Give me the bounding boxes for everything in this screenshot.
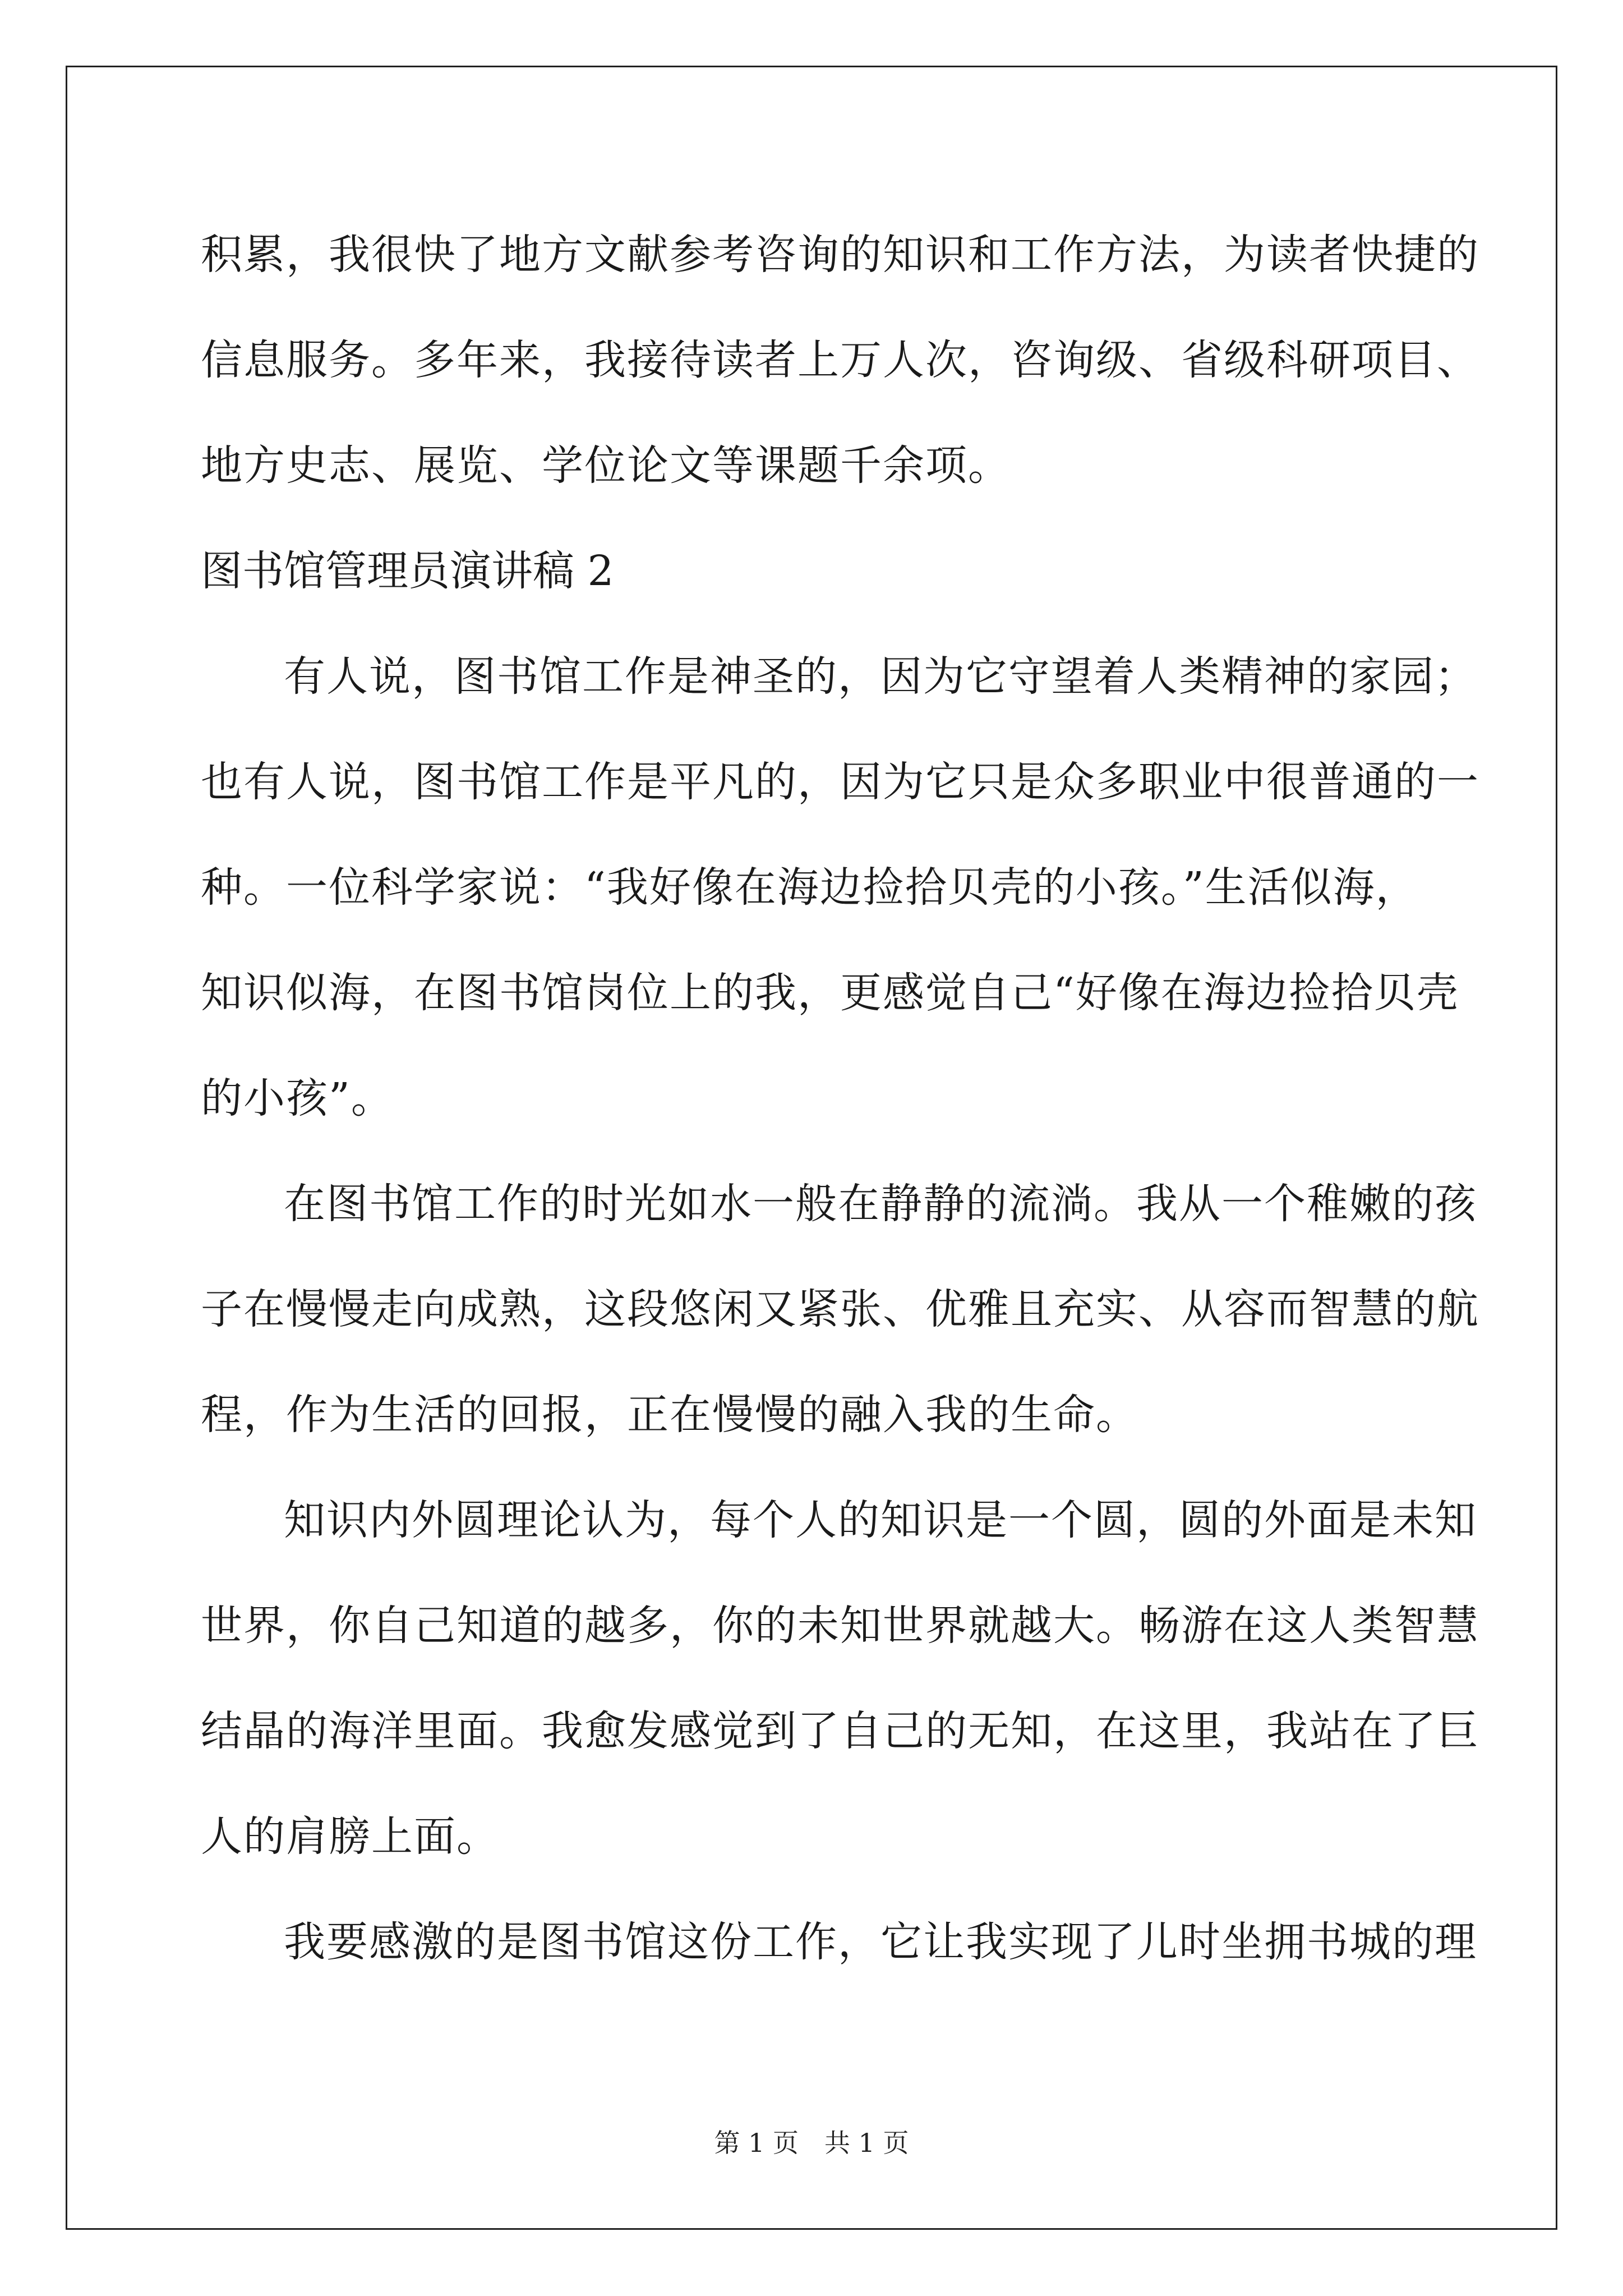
text-line: 在图书馆工作的时光如水一般在静静的流淌。我从一个稚嫩的孩 — [284, 1180, 1477, 1228]
text-line: 子在慢慢走向成熟，这段悠闲又紧张、优雅且充实、从容而智慧的航 — [201, 1285, 1479, 1333]
text-line: 结晶的海洋里面。我愈发感觉到了自己的无知，在这里，我站在了巨 — [201, 1707, 1479, 1755]
text-line: 有人说，图书馆工作是神圣的，因为它守望着人类精神的家园； — [284, 652, 1477, 701]
section-heading: 图书馆管理员演讲稿 2 — [201, 547, 614, 595]
text-line: 知识内外圆理论认为，每个人的知识是一个圆，圆的外面是未知 — [284, 1496, 1477, 1544]
text-line: 知识似海，在图书馆岗位上的我，更感觉自己“好像在海边捡拾贝壳 — [201, 969, 1459, 1017]
document-body — [201, 202, 1479, 1995]
text-line: 人的肩膀上面。 — [201, 1812, 499, 1861]
text-line: 地方史志、展览、学位论文等课题千余项。 — [201, 441, 1011, 490]
text-line: 积累，我很快了地方文献参考咨询的知识和工作方法，为读者快捷的 — [201, 231, 1479, 279]
text-line: 世界，你自己知道的越多，你的未知世界就越大。畅游在这人类智慧 — [201, 1602, 1479, 1650]
text-line: 的小孩”。 — [201, 1074, 394, 1122]
page-footer: 第 1 页 共 1 页 — [714, 2128, 909, 2158]
text-line: 我要感激的是图书馆这份工作，它让我实现了儿时坐拥书城的理 — [284, 1918, 1477, 1966]
text-line: 信息服务。多年来，我接待读者上万人次，咨询级、省级科研项目、 — [201, 336, 1479, 384]
text-line: 程，作为生活的回报，正在慢慢的融入我的生命。 — [201, 1391, 1138, 1439]
text-line: 种。一位科学家说：“我好像在海边捡拾贝壳的小孩。”生活似海， — [201, 863, 1418, 912]
text-line: 也有人说，图书馆工作是平凡的，因为它只是众多职业中很普通的一 — [201, 758, 1479, 806]
